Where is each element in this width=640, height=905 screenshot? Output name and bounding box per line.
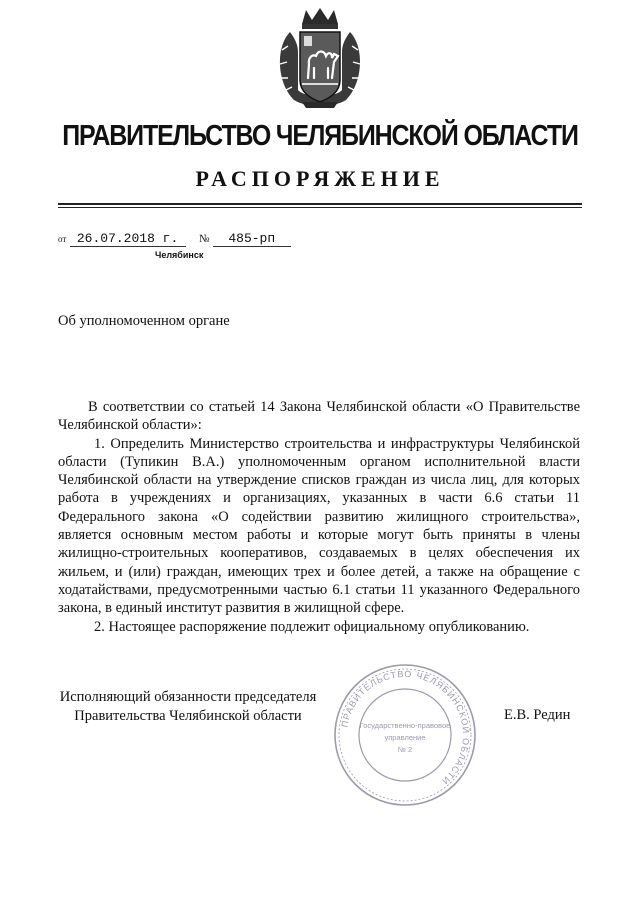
signatory-position <box>58 688 318 726</box>
document-subject: Об уполномоченном органе <box>58 313 230 329</box>
document-type: РАСПОРЯЖЕНИЕ <box>195 166 445 191</box>
number-value: 485-рп <box>213 231 291 247</box>
date-prefix: от <box>58 234 67 244</box>
seal-inner-text-3: № 2 <box>397 745 413 754</box>
seal-outer-text: ПРАВИТЕЛЬСТВО ЧЕЛЯБИНСКОЙ ОБЛАСТИ <box>339 668 472 787</box>
seal-inner-text-1: Государственно-правовое <box>359 721 451 730</box>
header-rule-thin <box>58 207 582 208</box>
number-field <box>199 230 291 247</box>
signatory-position-line1: Исполняющий обязанности председателя <box>59 689 317 705</box>
coat-of-arms-emblem <box>272 6 368 112</box>
date-value: 26.07.2018 г. <box>70 231 186 247</box>
body-paragraph-2: 2. Настоящее распоряжение подлежит официальному опубликованию. <box>94 618 530 635</box>
signatory-position-line2: Правительства Челябинской области <box>74 708 302 724</box>
body-paragraph-preamble: В соответствии со статьей 14 Закона Челябинской области «О Правительстве Челябинской области»: <box>58 399 580 434</box>
body-paragraph-1: 1. Определить Министерство строительства и инфраструктуры Челябинской области (Тупикин В.А.) уполномоченным органом исполнительной власти Челябинской области на утверждение списков граждан из числа лиц, для которых работа в учреждениях и организациях, указанных в части 6.6 статьи 11 Федерального закона «О содействии развитию жилищного строительства», является основным местом работы и которые могут быть приняты в члены жилищно-строительных кооперативов, создаваемых в целях обеспечения их жильем, и (или) граждан, имеющих трех и более детей, а также на обращение с ходатайствами, предусмотренными частью 6.1 статьи 11 указанного Федерального закона, в единый институт развития в жилищной сфере. <box>58 435 580 617</box>
seal-inner-text-2: управление <box>384 733 426 742</box>
document-body <box>58 398 580 636</box>
header-rule <box>58 203 582 205</box>
signatory-name: Е.В. Редин <box>504 707 571 723</box>
official-seal-stamp <box>330 660 480 810</box>
government-title: ПРАВИТЕЛЬСТВО ЧЕЛЯБИНСКОЙ ОБЛАСТИ <box>62 120 578 152</box>
city-label: Челябинск <box>155 250 204 260</box>
date-field <box>58 230 186 247</box>
number-prefix: № <box>199 233 210 245</box>
